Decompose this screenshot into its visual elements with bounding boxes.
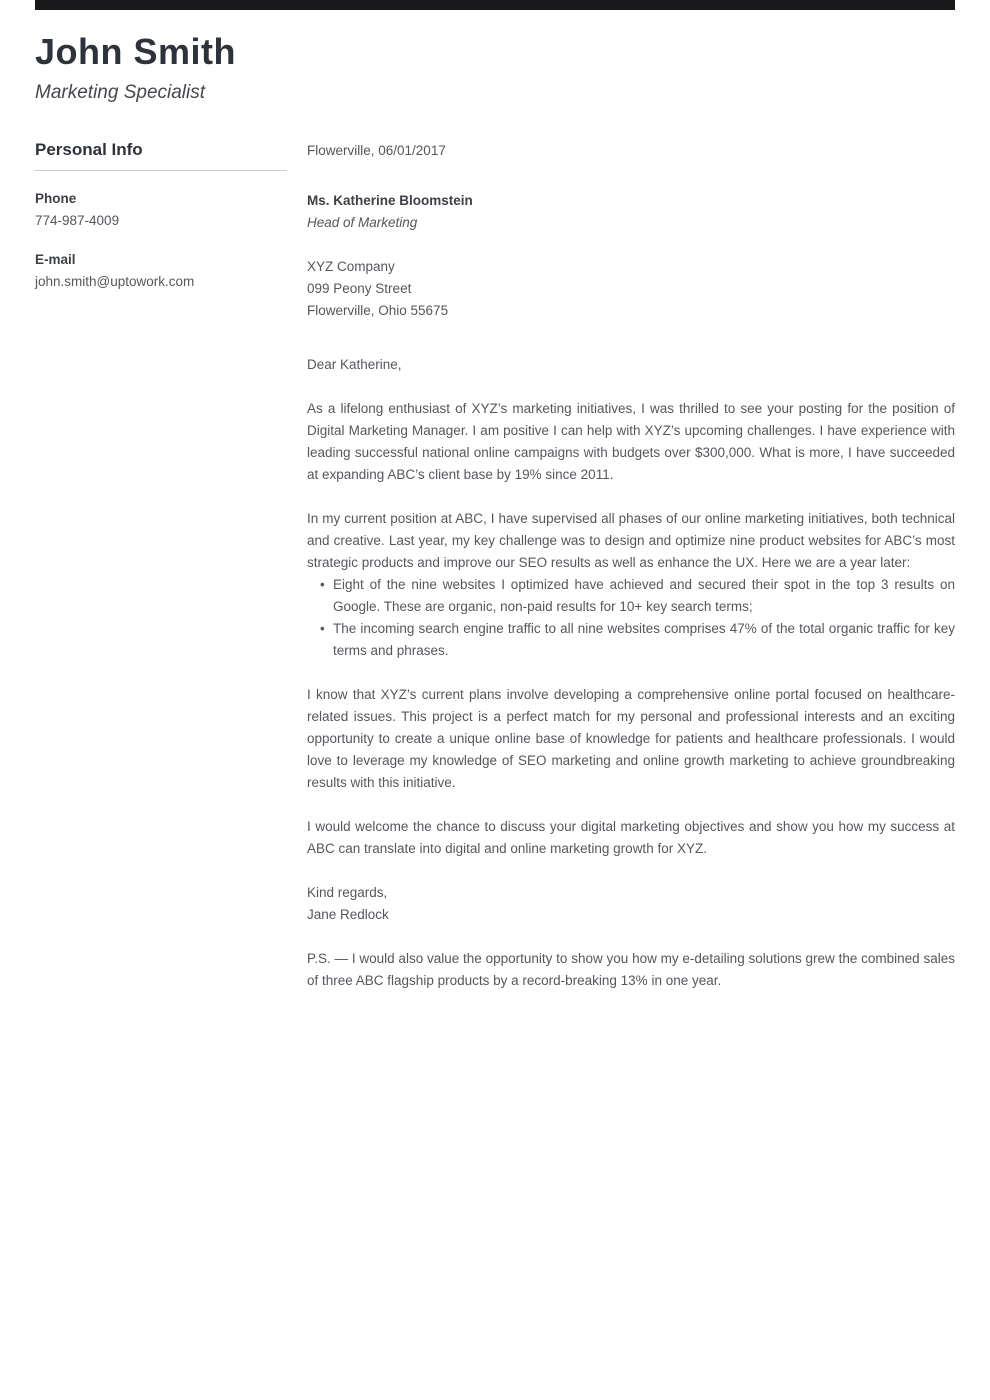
paragraph-company-plans: I know that XYZ’s current plans involve developing a comprehensive online portal focused on healthcare-related issues. This project is a perfect match for my personal and professional interests and an exciting opportunity to create a unique online base of knowledge for patients and healthcare professionals. I would love to leverage my knowledge of SEO marketing and online growth marketing to achieve groundbreaking results with this initiative. bbox=[307, 687, 955, 790]
recipient-name: Ms. Katherine Bloomstein bbox=[307, 193, 473, 208]
company-name: XYZ Company bbox=[307, 259, 395, 274]
top-accent-bar bbox=[35, 0, 955, 10]
recipient-block bbox=[307, 190, 955, 234]
company-street: 099 Peony Street bbox=[307, 281, 412, 296]
closing-block bbox=[307, 882, 955, 926]
salutation: Dear Katherine, bbox=[307, 357, 402, 372]
postscript: P.S. — I would also value the opportunity to show you how my e-detailing solutions grew the combined sales of three ABC flagship products by a record-breaking 13% in one year. bbox=[307, 951, 955, 988]
valediction: Kind regards, bbox=[307, 885, 388, 900]
phone-label: Phone bbox=[35, 191, 77, 206]
sidebar-heading: Personal Info bbox=[35, 140, 287, 171]
achievement-item: • The incoming search engine traffic to all nine websites comprises 47% of the total organic traffic for key terms and phrases. bbox=[307, 618, 955, 662]
paragraph-current-position: In my current position at ABC, I have supervised all phases of our online marketing initiatives, both technical and creative. Last year, my key challenge was to design and optimize nine product websites for ABC’s most strategic products and improve our SEO results as well as enhance the UX. Here we are a year later: bbox=[307, 511, 955, 570]
paragraph-intro: As a lifelong enthusiast of XYZ’s marketing initiatives, I was thrilled to see your posting for the position of Digital Marketing Manager. I am positive I can help with XYZ’s upcoming challenges. I have experience with leading successful national online campaigns with budgets over $300,000. What is more, I have succeeded at expanding ABC’s client base by 19% since 2011. bbox=[307, 401, 955, 482]
letter-header bbox=[35, 32, 635, 105]
achievement-list bbox=[307, 574, 955, 662]
company-city: Flowerville, Ohio 55675 bbox=[307, 303, 449, 318]
dateline: Flowerville, 06/01/2017 bbox=[307, 143, 446, 158]
email-label: E-mail bbox=[35, 252, 76, 267]
company-address-block bbox=[307, 256, 955, 322]
email-field bbox=[35, 249, 287, 293]
letter-body-column bbox=[307, 140, 955, 992]
phone-field bbox=[35, 188, 287, 232]
phone-value: 774-987-4009 bbox=[35, 213, 120, 228]
email-value: john.smith@uptowork.com bbox=[35, 274, 195, 289]
recipient-job-title: Head of Marketing bbox=[307, 215, 418, 230]
personal-info-sidebar bbox=[35, 140, 287, 293]
achievement-item: • Eight of the nine websites I optimized have achieved and secured their spot in the top 3 results on Google. These are organic, non-paid results for 10+ key search terms; bbox=[307, 574, 955, 618]
person-name: John Smith bbox=[35, 31, 236, 72]
signature-name: Jane Redlock bbox=[307, 907, 389, 922]
paragraph-call-to-action: I would welcome the chance to discuss your digital marketing objectives and show you how my success at ABC can translate into digital and online marketing growth for XYZ. bbox=[307, 819, 955, 856]
person-job-title: Marketing Specialist bbox=[35, 82, 206, 103]
